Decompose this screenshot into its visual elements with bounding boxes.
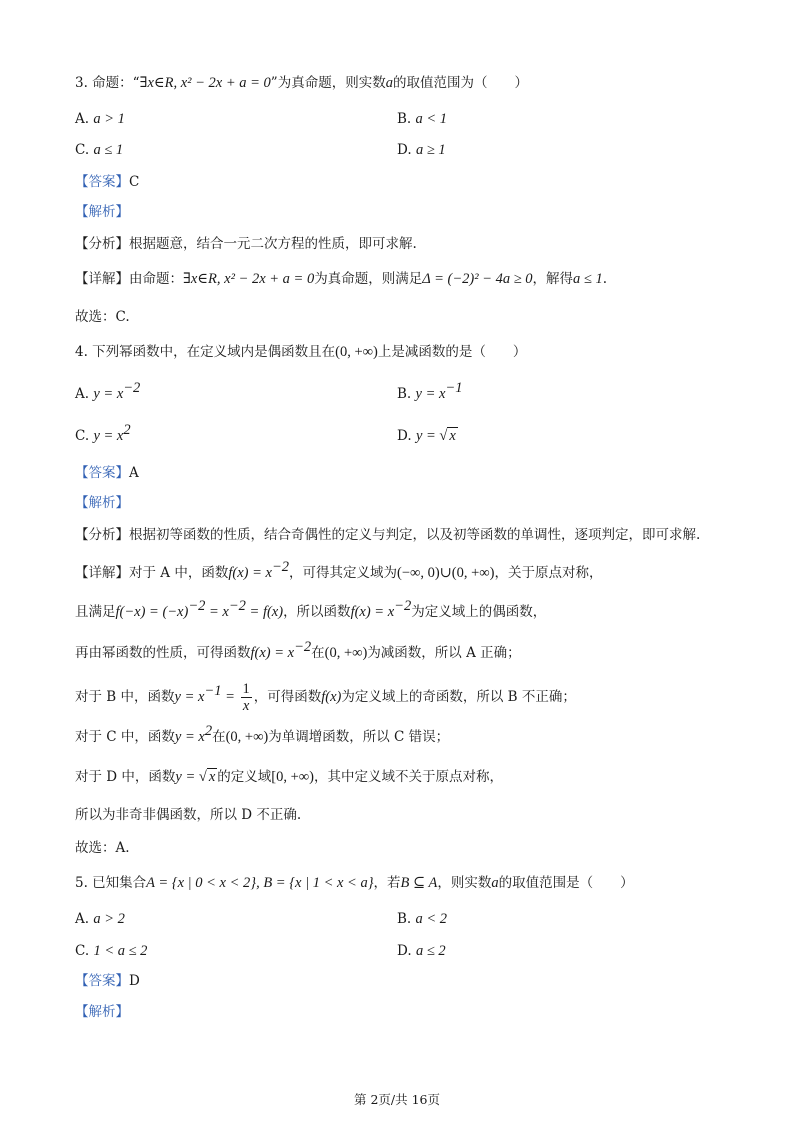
q3-answer: 【答案】C [75,174,140,190]
q5-option-b: B. a < 2 [397,911,448,927]
q4-detail-line-3: 再由幂函数的性质，可得函数$f(x) = x^{-2}$在(0, +∞)为减函数，所以 A 正确； [75,639,521,661]
q4-fenxi: 【分析】根据初等函数的性质，结合奇偶性的定义与判定，以及初等函数的单调性，逐项判定，即可求解. [75,527,701,543]
q5-option-d: D. a ≤ 2 [397,943,446,959]
q4-option-c: C. $y = x^2$ [75,422,131,444]
sqrt-symbol: √ x [198,769,216,785]
q3-choice: 故选：C. [75,309,130,325]
q3-fenxi: 【分析】根据题意，结合一元二次方程的性质，即可求解. [75,236,417,252]
q4-detail-line-2: 且满足$f(-x) = (-x)^{-2} = x^{-2} = f(x)$，所以函数$f(x) = x^{-2}$为定义域上的偶函数， [75,598,547,620]
q4-choice: 故选：A. [75,840,130,856]
q4-detail-line-7: 所以为非奇非偶函数，所以 D 不正确. [75,807,302,823]
q4-option-d: D. y = √ x [397,428,456,444]
q5-stem: 5. 已知集合A = {x | 0 < x < 2}, B = {x | 1 < x < a}，若B ⊆ A，则实数a的取值范围是（ ） [75,875,634,891]
q3-stem: 3. 命题：“∃x∈R, x² − 2x + a = 0”为真命题，则实数a的取值范围为（ ） [75,75,528,91]
q5-option-a: A. a > 2 [75,911,125,927]
q5-option-c: C. 1 < a ≤ 2 [75,943,148,959]
q3-option-a: A. a > 1 [75,111,125,127]
page-footer: 第 2页/共 16页 [353,1092,441,1107]
q3-option-c: C. a ≤ 1 [75,142,124,158]
q4-analysis-tag: 【解析】 [75,495,129,511]
q4-option-b: B. $y = x^{-1}$ [397,380,463,402]
fraction-one-over-x: $\frac{1}{x}$ [242,681,250,714]
q4-detail-line-6: 对于 D 中，函数y = √ x 的定义域[0, +∞)，其中定义域不关于原点对称， [75,769,503,785]
q4-option-a: A. $y = x^{-2}$ [75,380,141,402]
sqrt-symbol: √ x [439,428,456,444]
q3-xiangjie: 【详解】由命题：∃x∈R, x² − 2x + a = 0为真命题，则满足Δ = (−2)² − 4a ≥ 0，解得a ≤ 1. [75,271,608,287]
q3-analysis-tag: 【解析】 [75,204,129,220]
q4-detail-line-4: 对于 B 中，函数$y = x^{-1}$ = $\frac{1}{x}$ ，可得函数f(x)为定义域上的奇函数，所以 B 不正确； [75,681,576,714]
q4-detail-line-5: 对于 C 中，函数$y = x^2$在(0, +∞)为单调增函数，所以 C 错误； [75,723,450,745]
q3-option-d: D. a ≥ 1 [397,142,446,158]
q4-stem: 4. 下列幂函数中，在定义域内是偶函数且在(0, +∞)上是减函数的是（ ） [75,344,527,360]
q5-answer: 【答案】D [75,973,140,989]
q4-answer: 【答案】A [75,465,139,481]
q5-analysis-tag: 【解析】 [75,1004,129,1020]
q4-detail-line-1: 【详解】对于 A 中，函数$f(x) = x^{-2}$，可得其定义域为(−∞, 0)∪(0, +∞)，关于原点对称， [75,559,603,581]
q3-option-b: B. a < 1 [397,111,448,127]
